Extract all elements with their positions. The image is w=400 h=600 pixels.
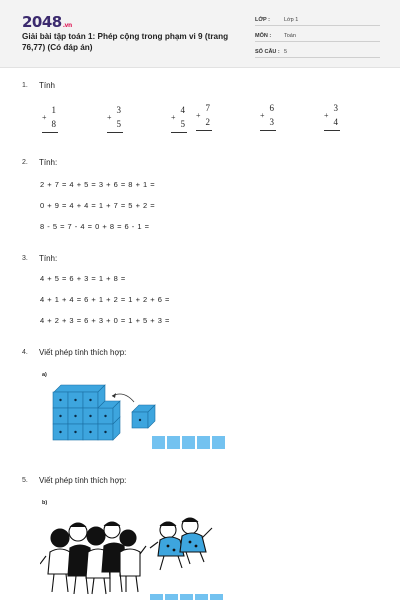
part-a-label: a) — [42, 372, 47, 378]
plus-sign: + — [107, 113, 112, 122]
addend-bottom: 5 — [116, 119, 121, 129]
meta-question-count — [255, 46, 380, 58]
logo-suffix: .vn — [62, 22, 72, 29]
answer-box[interactable] — [152, 436, 165, 449]
exercise-row: 8 - 5 = 7 - 4 = 0 + 8 = 6 - 1 = — [40, 222, 150, 231]
sum-line — [107, 132, 123, 133]
vertical-addition — [171, 105, 187, 139]
vertical-addition — [42, 105, 58, 139]
exercise-row: 4 + 2 + 3 = 6 + 3 + 0 = 1 + 5 + 3 = — [40, 316, 170, 325]
exercise-row: 2 + 7 = 4 + 5 = 3 + 6 = 8 + 1 = — [40, 180, 155, 189]
meta-value: Lớp 1 — [284, 17, 299, 23]
answer-box[interactable] — [180, 594, 193, 600]
meta-value: Toán — [284, 33, 296, 39]
question-2-label: Tính: — [39, 158, 58, 167]
sum-line — [196, 130, 212, 131]
question-3-number: 3. — [22, 255, 28, 262]
addend-top: 1 — [51, 105, 56, 115]
sum-line — [171, 132, 187, 133]
plus-sign: + — [324, 111, 329, 120]
question-5-label: Viết phép tính thích hợp: — [39, 476, 127, 485]
addend-bottom: 3 — [269, 117, 274, 127]
answer-boxes[interactable] — [150, 594, 223, 600]
answer-box[interactable] — [182, 436, 195, 449]
plus-sign: + — [196, 111, 201, 120]
question-1-number: 1. — [22, 82, 28, 89]
meta-subject — [255, 30, 380, 42]
addend-top: 3 — [116, 105, 121, 115]
exercise-row: 0 + 9 = 4 + 4 = 1 + 7 = 5 + 2 = — [40, 201, 155, 210]
answer-box[interactable] — [212, 436, 225, 449]
site-logo[interactable] — [22, 13, 72, 31]
logo-text: 2048 — [22, 13, 62, 31]
question-3-label: Tính: — [39, 254, 58, 263]
sum-line — [324, 130, 340, 131]
addend-bottom: 5 — [180, 119, 185, 129]
vertical-addition — [196, 103, 212, 137]
answer-boxes[interactable] — [152, 436, 225, 449]
exercise-row: 4 + 5 = 6 + 3 = 1 + 8 = — [40, 274, 126, 283]
document-title: Giải bài tập toán 1: Phép cộng trong phạm vi 9 (trang 76,77) (Có đáp án) — [22, 32, 229, 52]
answer-box[interactable] — [197, 436, 210, 449]
question-4-label: Viết phép tính thích hợp: — [39, 348, 127, 357]
sum-line — [42, 132, 58, 133]
worksheet-header — [0, 0, 400, 68]
sum-line — [260, 130, 276, 131]
addend-bottom: 4 — [333, 117, 338, 127]
addend-bottom: 8 — [51, 119, 56, 129]
plus-sign: + — [171, 113, 176, 122]
addend-top: 7 — [205, 103, 210, 113]
answer-box[interactable] — [150, 594, 163, 600]
question-2-number: 2. — [22, 159, 28, 166]
answer-box[interactable] — [167, 436, 180, 449]
meta-key: MÔN : — [255, 33, 272, 39]
addend-top: 6 — [269, 103, 274, 113]
addend-bottom: 2 — [205, 117, 210, 127]
part-b-label: b) — [42, 500, 48, 506]
plus-sign: + — [260, 111, 265, 120]
meta-key: LỚP : — [255, 17, 270, 23]
addend-top: 3 — [333, 103, 338, 113]
vertical-addition — [260, 103, 276, 137]
meta-value: 5 — [284, 49, 288, 55]
children-group-illustration — [40, 512, 220, 598]
meta-key: SỐ CÂU : — [255, 49, 280, 55]
answer-box[interactable] — [195, 594, 208, 600]
question-5-number: 5. — [22, 477, 28, 484]
meta-class — [255, 14, 380, 26]
vertical-addition — [107, 105, 123, 139]
answer-box[interactable] — [210, 594, 223, 600]
question-4-number: 4. — [22, 349, 28, 356]
addend-top: 4 — [180, 105, 185, 115]
question-1-label: Tính — [39, 81, 56, 90]
plus-sign: + — [42, 113, 47, 122]
exercise-row: 4 + 1 + 4 = 6 + 1 + 2 = 1 + 2 + 6 = — [40, 295, 170, 304]
vertical-addition — [324, 103, 340, 137]
answer-box[interactable] — [165, 594, 178, 600]
